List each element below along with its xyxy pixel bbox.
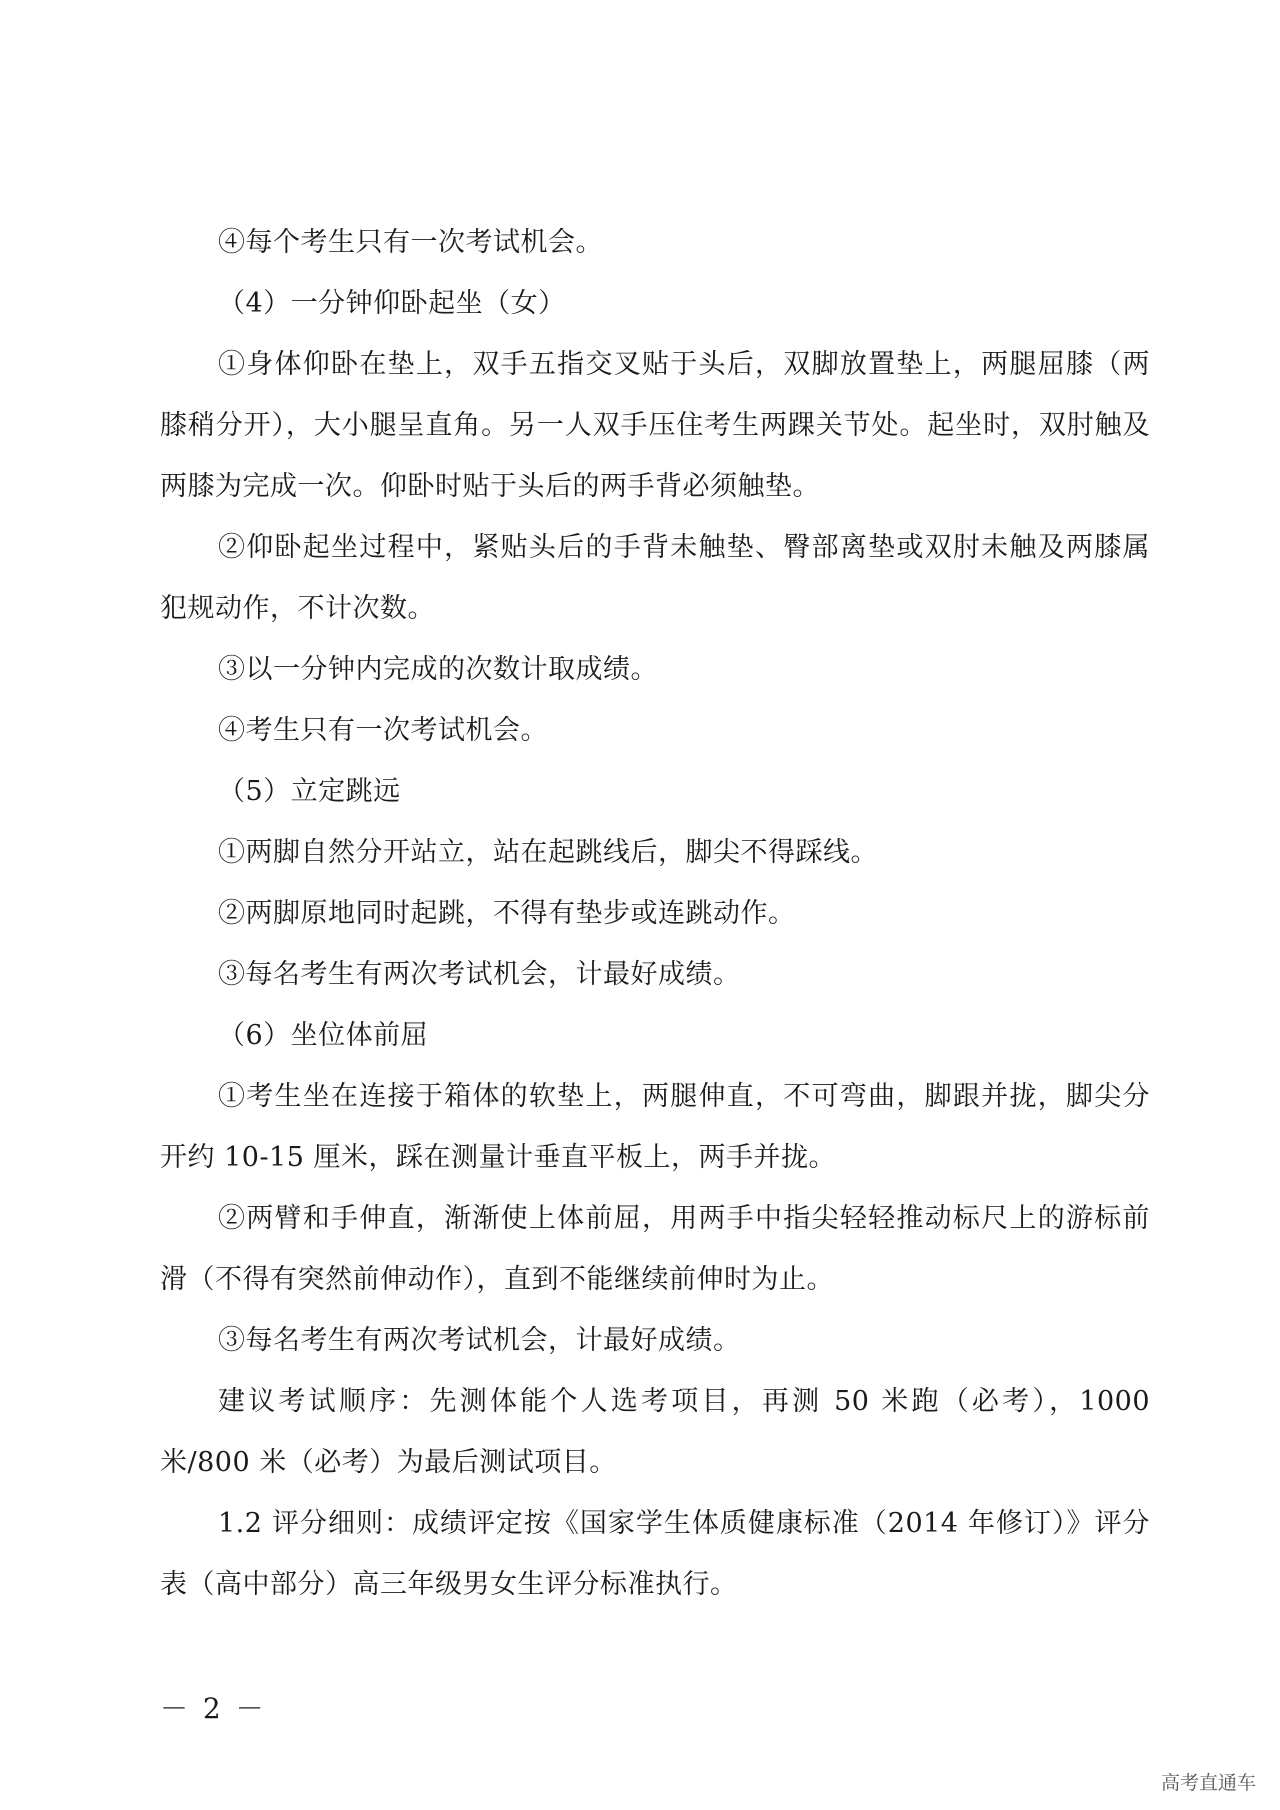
paragraph-exam-order: 建议考试顺序：先测体能个人选考项目，再测 50 米跑（必考），1000 米/800 米（必考）为最后测试项目。 <box>160 1386 1150 1478</box>
paragraph-jump-rule-2: ②两脚原地同时起跳，不得有垫步或连跳动作。 <box>218 898 796 929</box>
paragraph-reach-rule-3: ③每名考生有两次考试机会，计最好成绩。 <box>218 1325 741 1356</box>
paragraph-situps-rule-4: ④考生只有一次考试机会。 <box>218 715 548 746</box>
paragraph-scoring-rules: 1.2 评分细则：成绩评定按《国家学生体质健康标准（2014 年修订）》评分表（高中部分）高三年级男女生评分标准执行。 <box>160 1508 1150 1600</box>
page-number: － 2 － <box>160 1692 267 1725</box>
paragraph-jump-rule-3: ③每名考生有两次考试机会，计最好成绩。 <box>218 959 741 990</box>
paragraph-situps-rule-3: ③以一分钟内完成的次数计取成绩。 <box>218 654 658 685</box>
section-heading-standing-jump: （5）立定跳远 <box>218 776 401 807</box>
paragraph-reach-rule-1: ①考生坐在连接于箱体的软垫上，两腿伸直，不可弯曲，脚跟并拢，脚尖分开约 10-15 厘米，踩在测量计垂直平板上，两手并拢。 <box>160 1081 1150 1173</box>
paragraph-situps-rule-1: ①身体仰卧在垫上，双手五指交叉贴于头后，双脚放置垫上，两腿屈膝（两膝稍分开），大小腿呈直角。另一人双手压住考生两踝关节处。起坐时，双肘触及两膝为完成一次。仰卧时贴于头后的两手背必须触垫。 <box>160 349 1150 502</box>
section-heading-situps: （4）一分钟仰卧起坐（女） <box>218 288 566 319</box>
document-body <box>160 212 1150 1615</box>
paragraph-reach-rule-2: ②两臂和手伸直，渐渐使上体前屈，用两手中指尖轻轻推动标尺上的游标前滑（不得有突然前伸动作），直到不能继续前伸时为止。 <box>160 1203 1150 1295</box>
paragraph-jump-rule-1: ①两脚自然分开站立，站在起跳线后，脚尖不得踩线。 <box>218 837 878 868</box>
section-heading-sit-and-reach: （6）坐位体前屈 <box>218 1020 429 1051</box>
paragraph-situps-rule-2: ②仰卧起坐过程中，紧贴头后的手背未触垫、臀部离垫或双肘未触及两膝属犯规动作，不计次数。 <box>160 532 1150 624</box>
paragraph-situp-rule-4: ④每个考生只有一次考试机会。 <box>218 227 603 258</box>
watermark-text: 高考直通车 <box>1157 1766 1260 1800</box>
